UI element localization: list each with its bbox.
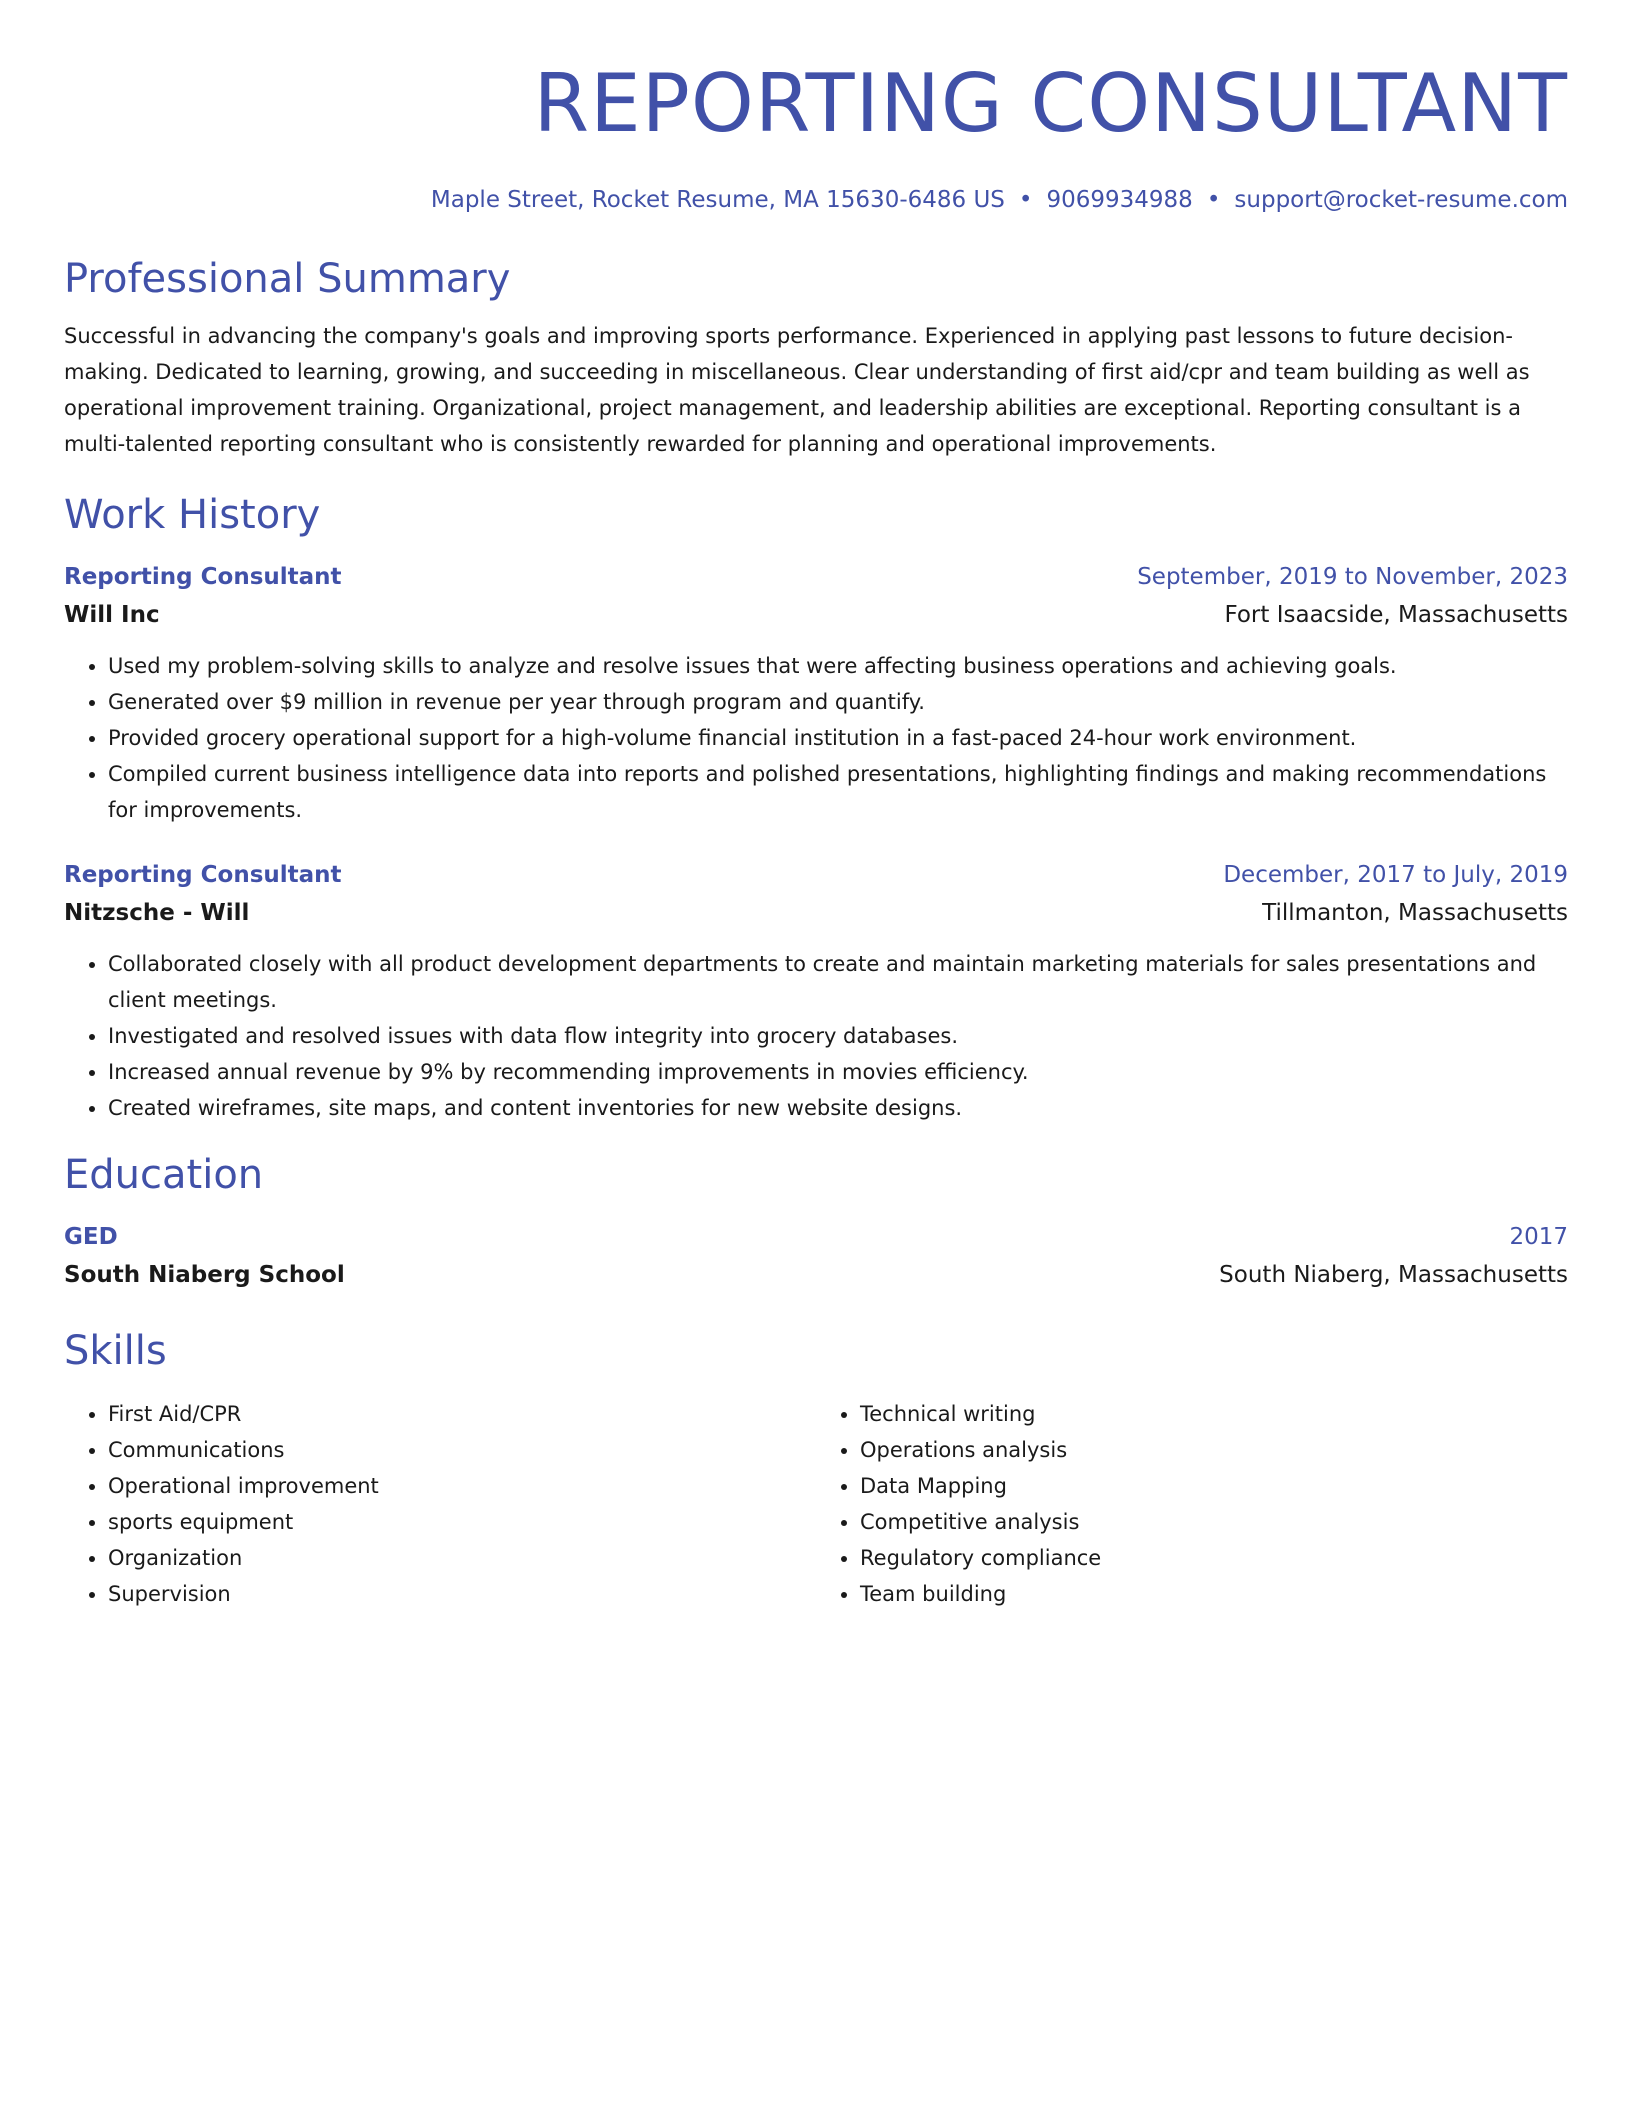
skill-item: • Regulatory compliance xyxy=(860,1540,1568,1576)
job-location: Fort Isaacside, Massachusetts xyxy=(1224,602,1568,628)
contact-separator: • xyxy=(1018,187,1033,213)
resume-header xyxy=(64,54,1568,216)
skill-item: • Competitive analysis xyxy=(860,1504,1568,1540)
job-location: Tillmanton, Massachusetts xyxy=(1262,900,1568,926)
graduation-year: 2017 xyxy=(1509,1224,1568,1250)
skills-columns xyxy=(64,1396,1568,1612)
list-item: • Collaborated closely with all product development departments to create and maintain marketing materials for sales presentations and client meetings. xyxy=(108,946,1568,1018)
company-name: Will Inc xyxy=(64,602,160,628)
company-row xyxy=(64,596,1568,634)
skill-item: • sports equipment xyxy=(108,1504,816,1540)
skill-item: • Data Mapping xyxy=(860,1468,1568,1504)
job-title: Reporting Consultant xyxy=(64,564,342,590)
skill-item: • Organization xyxy=(108,1540,816,1576)
education-entry xyxy=(64,1218,1568,1294)
school-location: South Niaberg, Massachusetts xyxy=(1219,1262,1568,1288)
skills-list-right xyxy=(816,1396,1568,1612)
contact-email: support@rocket-resume.com xyxy=(1234,187,1568,213)
company-name: Nitzsche - Will xyxy=(64,900,250,926)
list-item: • Used my problem-solving skills to analyze and resolve issues that were affecting business operations and achieving goals. xyxy=(108,648,1568,684)
list-item: • Increased annual revenue by 9% by recommending improvements in movies efficiency. xyxy=(108,1054,1568,1090)
skill-item: • Operational improvement xyxy=(108,1468,816,1504)
section-title-education: Education xyxy=(64,1152,264,1198)
section-title-work-history: Work History xyxy=(64,492,321,538)
list-item: • Generated over $9 million in revenue per year through program and quantify. xyxy=(108,684,1568,720)
list-item: • Created wireframes, site maps, and content inventories for new website designs. xyxy=(108,1090,1568,1126)
skill-item: • First Aid/CPR xyxy=(108,1396,816,1432)
job-entry xyxy=(64,856,1568,1126)
summary-text: Successful in advancing the company's goals and improving sports performance. Experienced in applying past lessons to future decision-making. Dedicated to learning, growing, and succeeding in miscellaneous. Clear understanding of first aid/cpr and team building as well as operational improvement training. Organizational, project management, and leadership abilities are exceptional. Reporting consultant is a multi-talented reporting consultant who is consistently rewarded for planning and operational improvements. xyxy=(64,324,1530,456)
list-item: • Compiled current business intelligence data into reports and polished presentations, highlighting findings and making recommendations for improvements. xyxy=(108,756,1568,828)
job-title: Reporting Consultant xyxy=(64,862,342,888)
job-bullets xyxy=(64,946,1568,1126)
job-title-row xyxy=(64,558,1568,596)
contact-separator: • xyxy=(1206,187,1221,213)
section-title-skills: Skills xyxy=(64,1328,167,1374)
section-title-summary: Professional Summary xyxy=(64,256,511,302)
skill-item: • Supervision xyxy=(108,1576,816,1612)
degree-row xyxy=(64,1218,1568,1256)
contact-line xyxy=(64,184,1568,216)
contact-phone: 9069934988 xyxy=(1046,187,1193,213)
job-dates: December, 2017 to July, 2019 xyxy=(1223,862,1568,888)
contact-address: Maple Street, Rocket Resume, MA 15630-6486 US xyxy=(430,187,1005,213)
school-row xyxy=(64,1256,1568,1294)
job-entry xyxy=(64,558,1568,828)
company-row xyxy=(64,894,1568,932)
job-bullets xyxy=(64,648,1568,828)
skill-item: • Operations analysis xyxy=(860,1432,1568,1468)
job-title-row xyxy=(64,856,1568,894)
list-item: • Investigated and resolved issues with data flow integrity into grocery databases. xyxy=(108,1018,1568,1054)
job-dates: September, 2019 to November, 2023 xyxy=(1137,564,1568,590)
skill-item: • Team building xyxy=(860,1576,1568,1612)
list-item: • Provided grocery operational support for a high-volume financial institution in a fast-paced 24-hour work environment. xyxy=(108,720,1568,756)
skill-item: • Technical writing xyxy=(860,1396,1568,1432)
skills-list-left xyxy=(64,1396,816,1612)
candidate-name: REPORTING CONSULTANT xyxy=(533,57,1568,150)
skill-item: • Communications xyxy=(108,1432,816,1468)
school-name: South Niaberg School xyxy=(64,1262,345,1288)
degree: GED xyxy=(64,1224,118,1250)
